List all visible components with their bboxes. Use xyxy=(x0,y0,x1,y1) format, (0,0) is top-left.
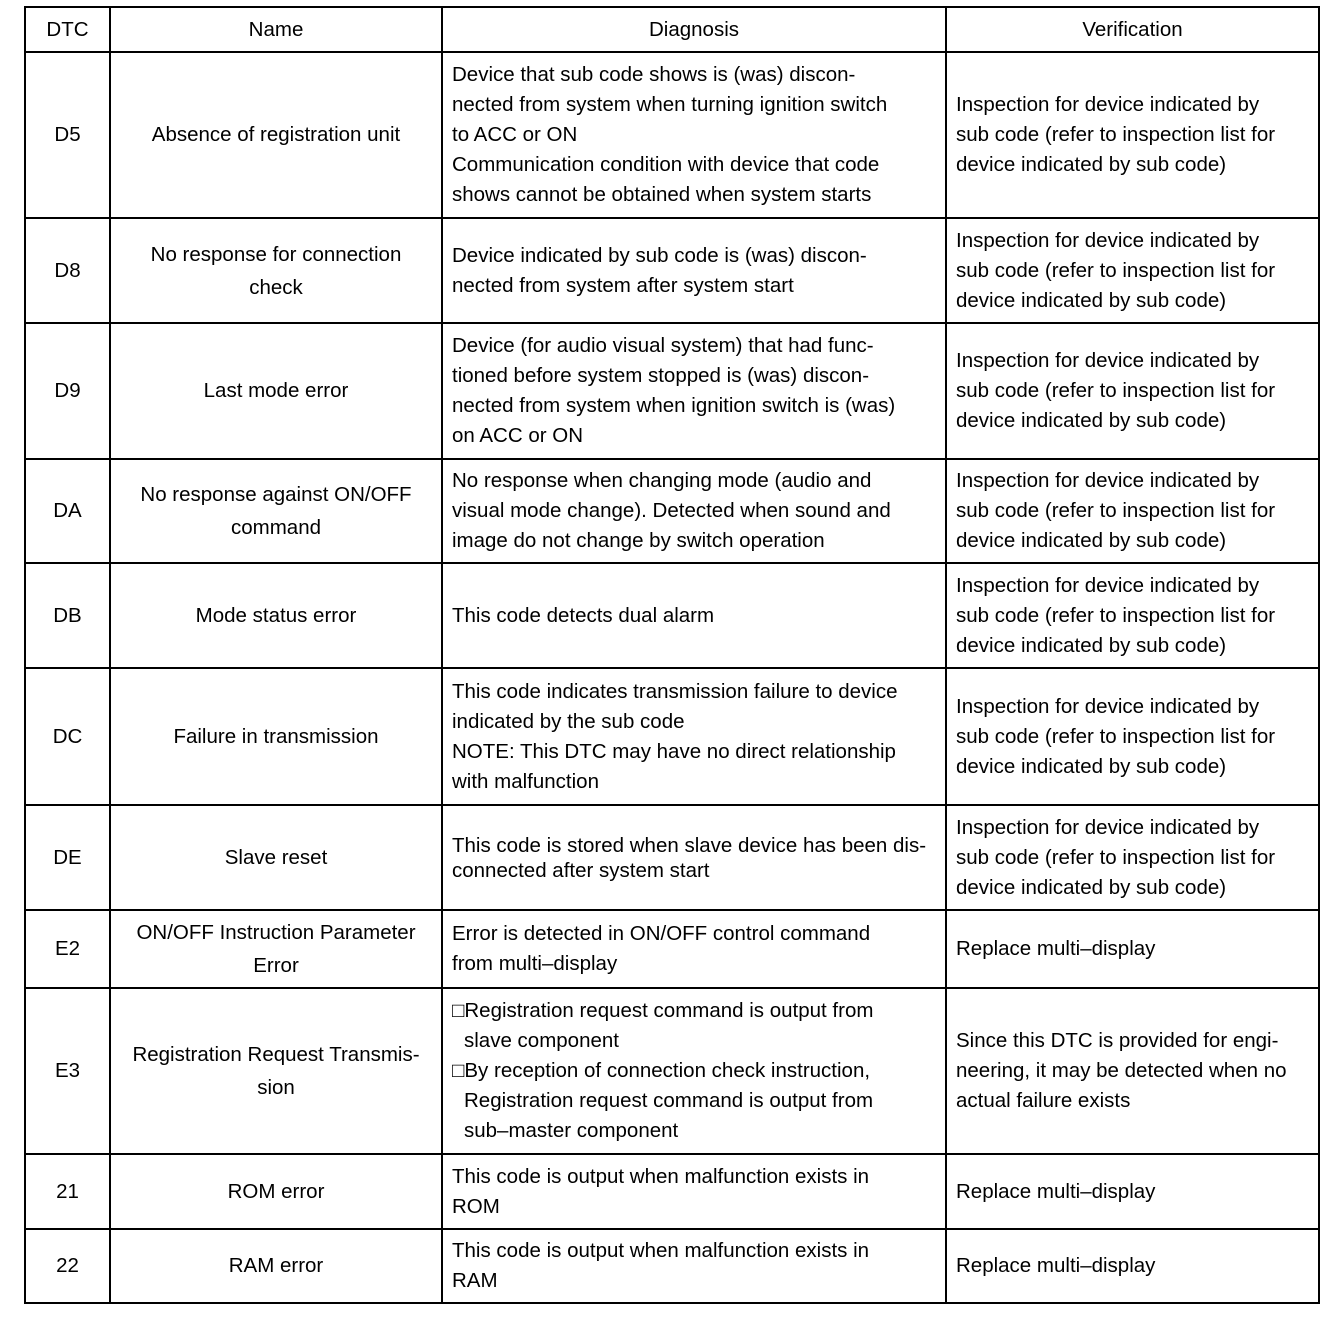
dtc-code: D8 xyxy=(25,218,110,323)
dtc-name-line: Absence of registration unit xyxy=(151,123,401,146)
dtc-code: DA xyxy=(25,459,110,563)
header-name: Name xyxy=(110,7,442,52)
dtc-name-line: Error xyxy=(253,954,299,977)
dtc-name xyxy=(110,459,442,563)
verification-line: Inspection for device indicated by xyxy=(956,573,1260,597)
dtc-name xyxy=(110,1229,442,1303)
verification-line: sub code (refer to inspection list for xyxy=(956,724,1276,748)
verification-line: Replace multi–display xyxy=(956,1254,1156,1277)
dtc-code: E2 xyxy=(25,910,110,988)
dtc-name-line: No response for connection xyxy=(150,242,402,266)
dtc-code: D5 xyxy=(25,52,110,218)
dtc-code: E3 xyxy=(25,988,110,1154)
verification-line: Inspection for device indicated by xyxy=(956,93,1260,116)
dtc-name-line: Last mode error xyxy=(203,379,349,402)
diagnosis-line: Device that sub code shows is (was) discon- xyxy=(452,63,856,86)
dtc-verification xyxy=(946,668,1319,805)
table-row xyxy=(25,1154,1319,1229)
dtc-code: DC xyxy=(25,668,110,805)
verification-line: Replace multi–display xyxy=(956,937,1156,960)
verification-line: sub code (refer to inspection list for xyxy=(956,123,1276,146)
diagnosis-line: slave component xyxy=(464,1029,619,1052)
dtc-name-line: RAM error xyxy=(228,1254,324,1277)
diagnosis-line: image do not change by switch operation xyxy=(452,529,825,552)
dtc-name-line: ON/OFF Instruction Parameter xyxy=(136,921,416,944)
verification-line: Inspection for device indicated by xyxy=(956,815,1260,839)
verification-line: sub code (refer to inspection list for xyxy=(956,499,1276,522)
header-verification: Verification xyxy=(946,7,1319,52)
dtc-verification xyxy=(946,323,1319,459)
dtc-name-line: Mode status error xyxy=(195,603,357,627)
verification-line: device indicated by sub code) xyxy=(956,875,1227,899)
dtc-name xyxy=(110,910,442,988)
verification-line: Since this DTC is provided for engi- xyxy=(956,1029,1279,1052)
verification-line: actual failure exists xyxy=(956,1089,1131,1112)
diagnosis-line: Registration request command is output from xyxy=(464,1089,874,1112)
diagnosis-bullet-line: □By reception of connection check instruction, xyxy=(452,1059,871,1082)
dtc-diagnosis xyxy=(442,563,946,668)
dtc-diagnosis xyxy=(442,323,946,459)
diagnosis-line: This code detects dual alarm xyxy=(452,603,715,627)
diagnosis-line: RAM xyxy=(452,1269,498,1292)
dtc-name-line: Failure in transmission xyxy=(173,724,379,748)
header-dtc: DTC xyxy=(25,7,110,52)
verification-line: Inspection for device indicated by xyxy=(956,228,1260,252)
diagnosis-line: No response when changing mode (audio and xyxy=(452,469,872,492)
dtc-name xyxy=(110,563,442,668)
diagnosis-line: tioned before system stopped is (was) discon- xyxy=(452,364,870,387)
dtc-diagnosis xyxy=(442,1154,946,1229)
dtc-verification xyxy=(946,805,1319,910)
diagnosis-line: sub–master component xyxy=(464,1119,679,1142)
diagnosis-line: ROM xyxy=(452,1194,500,1218)
verification-line: device indicated by sub code) xyxy=(956,288,1227,312)
verification-line: neering, it may be detected when no xyxy=(956,1059,1287,1082)
table-row xyxy=(25,459,1319,563)
verification-line: device indicated by sub code) xyxy=(956,529,1227,552)
diagnosis-line: indicated by the sub code xyxy=(452,709,685,733)
diagnosis-line: on ACC or ON xyxy=(452,424,584,447)
diagnosis-line: This code is output when malfunction exists in xyxy=(452,1239,870,1262)
table-row xyxy=(25,563,1319,668)
dtc-verification xyxy=(946,1154,1319,1229)
table-row xyxy=(25,805,1319,910)
dtc-name xyxy=(110,988,442,1154)
dtc-code: DB xyxy=(25,563,110,668)
table-row xyxy=(25,218,1319,323)
dtc-diagnosis xyxy=(442,52,946,218)
dtc-diagnosis xyxy=(442,459,946,563)
diagnosis-line: This code indicates transmission failure to device xyxy=(452,679,898,703)
verification-line: device indicated by sub code) xyxy=(956,409,1227,432)
verification-line: device indicated by sub code) xyxy=(956,633,1227,657)
dtc-name-line: No response against ON/OFF xyxy=(140,483,412,506)
verification-line: Inspection for device indicated by xyxy=(956,349,1260,372)
dtc-code: DE xyxy=(25,805,110,910)
dtc-diagnosis xyxy=(442,668,946,805)
diagnosis-line: visual mode change). Detected when sound and xyxy=(452,499,891,522)
verification-line: sub code (refer to inspection list for xyxy=(956,258,1276,282)
diagnosis-bullet-line: □Registration request command is output from xyxy=(452,999,874,1022)
dtc-code: D9 xyxy=(25,323,110,459)
table-row xyxy=(25,668,1319,805)
dtc-verification xyxy=(946,52,1319,218)
dtc-name xyxy=(110,218,442,323)
diagnosis-line: nected from system when turning ignition switch xyxy=(452,93,888,116)
diagnosis-line: to ACC or ON xyxy=(452,123,578,146)
verification-line: sub code (refer to inspection list for xyxy=(956,379,1276,402)
dtc-verification xyxy=(946,1229,1319,1303)
diagnosis-line: Communication condition with device that code xyxy=(452,153,880,176)
dtc-verification xyxy=(946,563,1319,668)
diagnosis-line: Device (for audio visual system) that had func- xyxy=(452,334,874,357)
diagnosis-line: with malfunction xyxy=(452,769,599,793)
dtc-code: 21 xyxy=(25,1154,110,1229)
diagnosis-line: connected after system start xyxy=(452,858,710,882)
dtc-code: 22 xyxy=(25,1229,110,1303)
verification-line: device indicated by sub code) xyxy=(956,754,1227,778)
verification-line: Inspection for device indicated by xyxy=(956,694,1260,718)
table-header-row xyxy=(25,7,1319,52)
dtc-diagnosis xyxy=(442,805,946,910)
table-row xyxy=(25,1229,1319,1303)
diagnosis-line: Error is detected in ON/OFF control command xyxy=(452,922,871,945)
dtc-name xyxy=(110,805,442,910)
diagnosis-line: shows cannot be obtained when system starts xyxy=(452,183,872,206)
verification-line: Inspection for device indicated by xyxy=(956,469,1260,492)
header-diagnosis: Diagnosis xyxy=(442,7,946,52)
table-row xyxy=(25,988,1319,1154)
table-row xyxy=(25,323,1319,459)
diagnosis-line: This code is stored when slave device has been dis- xyxy=(452,833,927,857)
dtc-name xyxy=(110,52,442,218)
diagnosis-line: nected from system after system start xyxy=(452,273,794,297)
dtc-diagnosis xyxy=(442,1229,946,1303)
dtc-verification xyxy=(946,910,1319,988)
dtc-verification xyxy=(946,218,1319,323)
verification-line: sub code (refer to inspection list for xyxy=(956,845,1276,869)
dtc-name-line: Slave reset xyxy=(224,845,328,869)
dtc-diagnosis xyxy=(442,910,946,988)
dtc-name-line: sion xyxy=(257,1076,295,1099)
dtc-name xyxy=(110,1154,442,1229)
diagnosis-line: Device indicated by sub code is (was) discon- xyxy=(452,243,867,267)
dtc-table xyxy=(24,6,1320,1304)
dtc-diagnosis xyxy=(442,988,946,1154)
dtc-name-line: ROM error xyxy=(227,1179,325,1203)
table-row xyxy=(25,52,1319,218)
verification-line: device indicated by sub code) xyxy=(956,153,1227,176)
verification-line: sub code (refer to inspection list for xyxy=(956,603,1276,627)
dtc-verification xyxy=(946,459,1319,563)
dtc-diagnosis xyxy=(442,218,946,323)
dtc-verification xyxy=(946,988,1319,1154)
diagnosis-line: This code is output when malfunction exists in xyxy=(452,1164,870,1188)
diagnosis-line: from multi–display xyxy=(452,952,618,975)
verification-line: Replace multi–display xyxy=(956,1179,1156,1203)
diagnosis-line: NOTE: This DTC may have no direct relationship xyxy=(452,739,896,763)
dtc-name xyxy=(110,668,442,805)
dtc-name-line: command xyxy=(230,516,321,539)
diagnosis-line: nected from system when ignition switch is (was) xyxy=(452,394,896,417)
dtc-name-line: check xyxy=(249,275,303,299)
table-row xyxy=(25,910,1319,988)
dtc-name xyxy=(110,323,442,459)
dtc-name-line: Registration Request Transmis- xyxy=(132,1043,420,1066)
